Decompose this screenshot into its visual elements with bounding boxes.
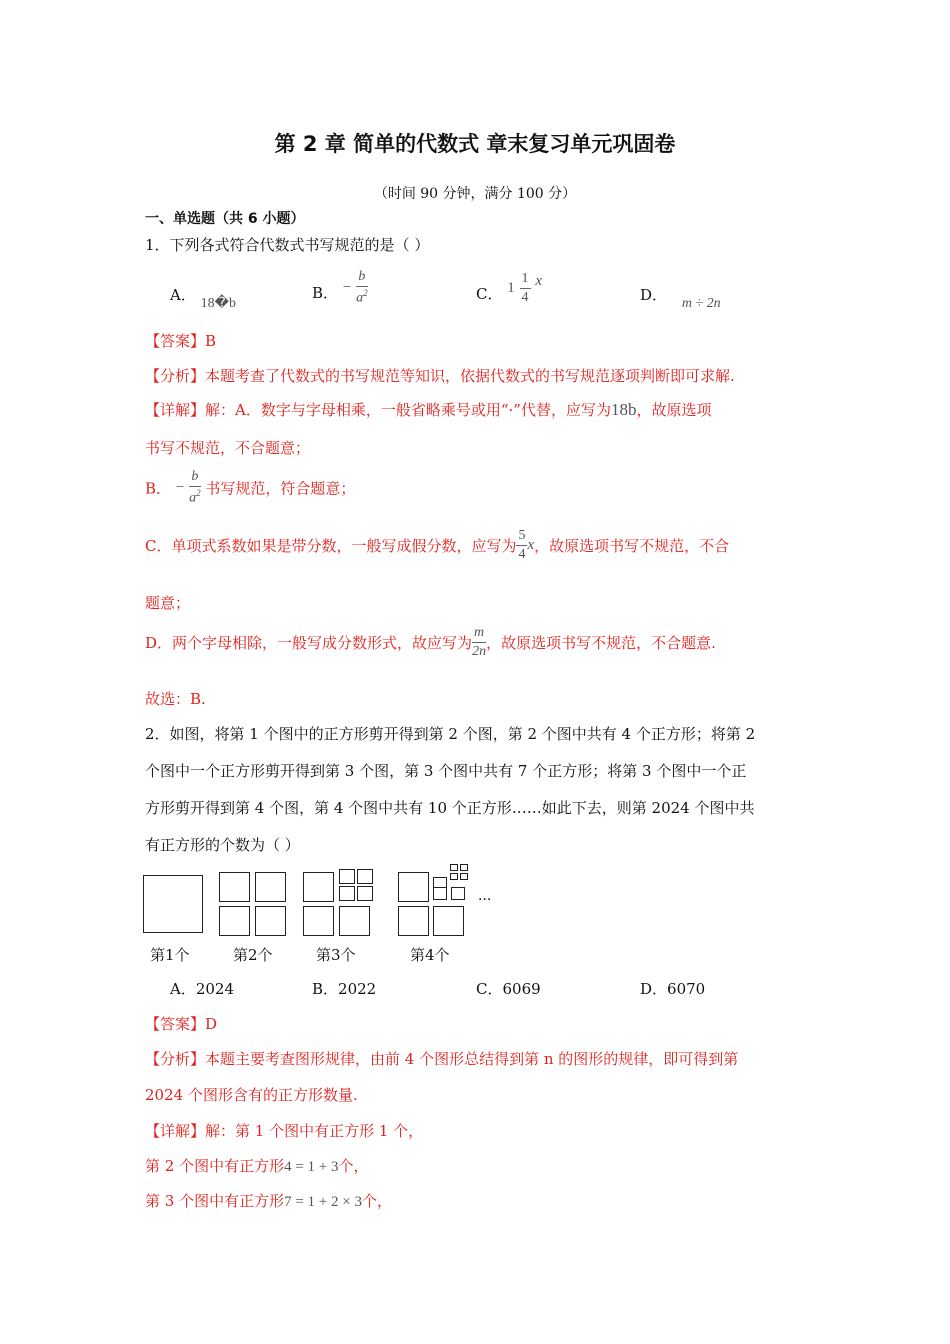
fig-label: 第1个	[150, 946, 190, 964]
fig2-square	[255, 872, 286, 902]
page-title: 第 2 章 简单的代数式 章末复习单元巩固卷	[274, 132, 676, 156]
q1-detail-c-var: x	[527, 537, 535, 553]
q1-option-b-fraction	[356, 270, 368, 306]
q2-option-b[interactable]: B．2022	[312, 980, 377, 998]
q1-detail-b-fraction	[189, 470, 201, 506]
q2-stem-line1: 2．如图，将第 1 个图中的正方形剪开得到第 2 个图，第 2 个图中共有 4 个正方形；将第 2	[145, 725, 756, 743]
q1-option-b-num: b	[358, 269, 366, 284]
fig4-small-square	[451, 887, 465, 900]
fig3-small-square	[339, 869, 355, 884]
q1-analysis: 【分析】本题考查了代数式的书写规范等知识，依据代数式的书写规范逐项判断即可求解.	[145, 367, 735, 385]
q1-detail-b-num: b	[191, 469, 199, 484]
q1-detail-b-den: a	[189, 490, 197, 506]
q1-stem: 1．下列各式符合代数式书写规范的是（ ）	[145, 236, 430, 254]
fig4-tiny-square	[460, 864, 468, 871]
q1-option-d-math: m ÷ 2n	[681, 296, 721, 311]
fig3-small-square	[357, 886, 373, 901]
fig3-small-square	[357, 869, 373, 884]
fig1-square	[143, 875, 203, 933]
q2-detail-line3-text: 第 3 个图中有正方形	[145, 1192, 285, 1210]
q1-option-a[interactable]	[170, 284, 236, 311]
fig-label: 第4个	[410, 946, 450, 964]
fig2-square	[255, 906, 286, 936]
fig4-small-square	[433, 887, 447, 900]
q2-detail-line2	[145, 1155, 369, 1176]
q1-conclusion: 故选：B.	[145, 690, 206, 708]
q1-detail-a-text: 【详解】解：A．数字与字母相乘，一般省略乘号或用“·”代替，应写为	[145, 401, 611, 419]
fig-ellipsis: ···	[478, 892, 492, 908]
q1-detail-d-tail: ，故原选项书写不规范，不合题意.	[486, 634, 716, 652]
q1-option-c[interactable]	[476, 272, 542, 305]
q2-option-d[interactable]: D．6070	[640, 980, 706, 998]
page-subtitle: （时间 90 分钟，满分 100 分）	[373, 186, 577, 202]
q2-analysis-line1: 【分析】本题主要考查图形规律，由前 4 个图形总结得到第 n 的图形的规律，即可得到第	[145, 1050, 739, 1068]
q1-detail-d	[145, 626, 716, 659]
fig-label: 第3个	[316, 946, 356, 964]
q1-detail-d-num: m	[474, 625, 485, 640]
q2-detail-line2-text: 第 2 个图中有正方形	[145, 1157, 285, 1175]
q1-detail-c-fraction	[516, 529, 527, 562]
q1-detail-a-tail: ，故原选项	[636, 401, 712, 419]
q1-detail-b	[145, 470, 355, 506]
q1-detail-b-sign: −	[175, 479, 185, 496]
q1-option-d[interactable]	[640, 284, 721, 311]
q1-detail-b-tail: 书写规范，符合题意；	[205, 479, 356, 498]
q1-option-b-exp: 2	[363, 288, 368, 298]
q1-detail-d-den: 2n	[472, 644, 487, 659]
q2-detail-line3	[145, 1190, 392, 1211]
q1-detail-b-prefix: B．	[145, 479, 172, 498]
q1-option-c-num: 1	[521, 271, 529, 286]
fig4-square	[398, 906, 429, 936]
q1-option-c-var: x	[535, 272, 542, 289]
fig3-square	[339, 906, 370, 936]
fig-label: 第2个	[233, 946, 273, 964]
q2-detail-line2-tail: 个，	[338, 1157, 369, 1175]
q1-option-c-den: 4	[521, 290, 529, 305]
q1-detail-d-fraction	[472, 626, 486, 659]
q1-option-b-label: B．	[312, 283, 339, 302]
q1-option-c-fraction	[520, 272, 531, 305]
q1-detail-a-line2: 书写不规范，不合题意；	[145, 439, 311, 457]
q1-detail-d-text: D．两个字母相除，一般写成分数形式，故应写为	[145, 634, 473, 652]
q1-option-c-label: C．	[476, 284, 503, 303]
q1-detail-a-math: 18b	[610, 400, 637, 419]
q1-detail-c-line2: 题意；	[145, 594, 191, 612]
fig4-tiny-square	[450, 873, 458, 880]
fig3-small-square	[339, 886, 355, 901]
fig3-square	[303, 872, 334, 902]
q1-detail-c-num: 5	[518, 528, 526, 543]
q2-answer: 【答案】D	[145, 1015, 218, 1033]
q2-option-c[interactable]: C．6069	[476, 980, 541, 998]
section-heading: 一、单选题（共 6 小题）	[145, 211, 305, 227]
q1-detail-c-text: C．单项式系数如果是带分数，一般写成假分数，应写为	[145, 537, 517, 555]
q2-stem-line2: 个图中一个正方形剪开得到第 3 个图，第 3 个图中共有 7 个正方形；将第 3 个图中一个正	[145, 762, 747, 780]
q2-stem-line3: 方形剪开得到第 4 个图，第 4 个图中共有 10 个正方形……如此下去，则第 2024 个图中共	[145, 799, 755, 817]
q1-detail-a	[145, 399, 711, 420]
q1-option-d-label: D．	[640, 286, 668, 304]
q1-detail-b-exp: 2	[196, 488, 201, 498]
q1-option-b[interactable]	[312, 270, 368, 306]
fig4-square	[433, 906, 464, 936]
q1-option-b-sign: −	[342, 279, 352, 296]
q2-detail-line3-tail: 个，	[361, 1192, 392, 1210]
q1-detail-c	[145, 529, 729, 562]
q1-option-b-den: a	[356, 290, 364, 306]
fig4-tiny-square	[450, 864, 458, 871]
q1-option-a-label: A．	[170, 286, 196, 304]
q2-detail-line1: 【详解】解：第 1 个图中有正方形 1 个，	[145, 1122, 424, 1140]
q1-option-c-whole: 1	[507, 280, 515, 296]
q2-detail-line2-math: 4 = 1 + 3	[284, 1159, 339, 1175]
q1-option-a-math: 18�b	[200, 296, 236, 311]
q2-option-a[interactable]: A．2024	[170, 980, 235, 998]
fig2-square	[219, 906, 250, 936]
q2-analysis-line2: 2024 个图形含有的正方形数量.	[145, 1086, 358, 1104]
fig4-square	[398, 872, 429, 902]
q1-detail-c-tail: ，故原选项书写不规范，不合	[534, 537, 730, 555]
fig2-square	[219, 872, 250, 902]
fig4-tiny-square	[460, 873, 468, 880]
q1-answer: 【答案】B	[145, 332, 217, 350]
q1-detail-c-den: 4	[518, 547, 526, 562]
q2-detail-line3-math: 7 = 1 + 2 × 3	[284, 1194, 362, 1210]
fig3-square	[303, 906, 334, 936]
q2-stem-line4: 有正方形的个数为（ ）	[145, 836, 300, 854]
